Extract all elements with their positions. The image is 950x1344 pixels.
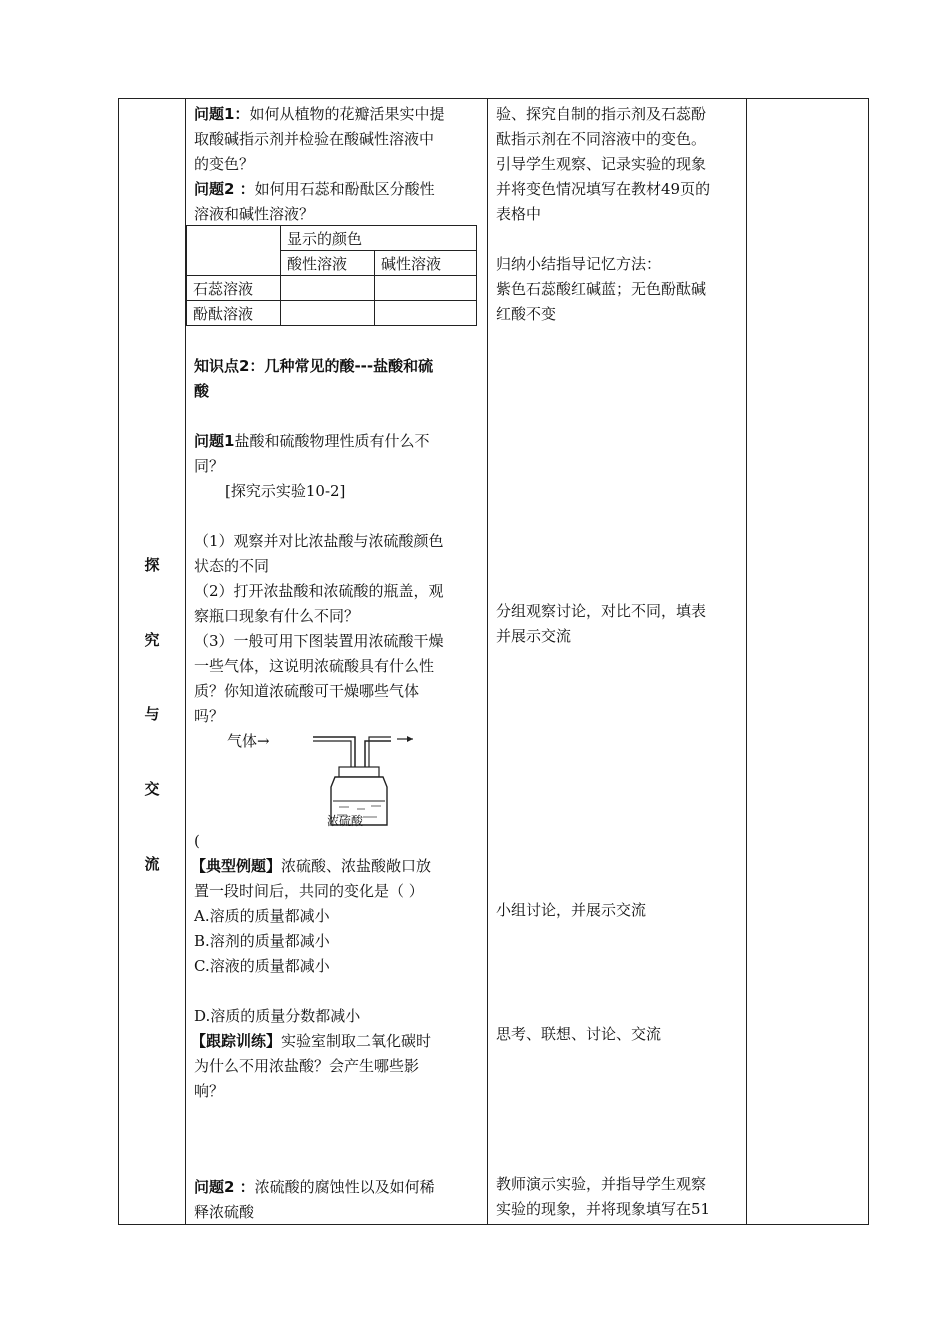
activity-text: 酞指示剂在不同溶液中的变色。 (496, 130, 707, 148)
gas-label: 气体→ (227, 732, 270, 750)
question-text: 取酸碱指示剂并检验在酸碱性溶液中 (194, 130, 435, 148)
section-label-char: 流 (144, 855, 160, 873)
content-column (185, 99, 487, 1224)
question-text: 的变色？ (194, 155, 255, 173)
activity-text: 实验的现象，并将现象填写在51 (496, 1200, 711, 1218)
question-text: 盐酸和硫酸物理性质有什么不 (234, 432, 430, 450)
activities-column (487, 99, 746, 1224)
section-label-column (119, 99, 185, 1224)
activity-text: 并将变色情况填写在教材49页的 (496, 180, 711, 198)
activity-text: 分组观察讨论，对比不同，填表 (496, 602, 707, 620)
question-text: 如何从植物的花瓣活果实中提 (249, 105, 445, 123)
section-label-char: 究 (144, 631, 160, 649)
table-corner-cell (187, 226, 281, 276)
question-2 (194, 177, 435, 202)
question-label: 问题2 ： (194, 180, 255, 198)
question-3 (194, 429, 429, 454)
step-text: 质？你知道浓硫酸可干燥哪些气体 (194, 682, 420, 700)
activity-text: 教师演示实验，并指导学生观察 (496, 1175, 707, 1193)
example-problem (191, 854, 431, 879)
section-label-char: 探 (144, 556, 160, 574)
step-text: 吗？ (194, 707, 225, 725)
activity-text: 引导学生观察、记录实验的现象 (496, 155, 707, 173)
step-text: （1）观察并对比浓盐酸与浓硫酸颜色 (194, 532, 444, 550)
gas-washing-bottle-diagram (215, 729, 415, 839)
stray-parenthesis: ( (194, 832, 200, 850)
step-text: （3）一般可用下图装置用浓硫酸干燥 (194, 632, 444, 650)
activity-text: 归纳小结指导记忆方法： (496, 255, 662, 273)
activity-text: 表格中 (496, 205, 542, 223)
question-1 (194, 102, 444, 127)
experiment-label: [探究示实验10-2] (225, 482, 346, 500)
step-text: 察瓶口现象有什么不同？ (194, 607, 360, 625)
activity-text: 思考、联想、讨论、交流 (496, 1025, 662, 1043)
table-cell (375, 301, 477, 326)
acid-label: 浓硫酸 (327, 814, 364, 828)
exercise-label: 【跟踪训练】 (191, 1032, 282, 1050)
table-cell (281, 276, 375, 301)
question-label: 问题2 ： (194, 1178, 255, 1196)
step-text: 状态的不同 (194, 557, 270, 575)
section-label-char: 与 (144, 705, 160, 723)
table-cell (375, 276, 477, 301)
activity-text: 验、探究自制的指示剂及石蕊酚 (496, 105, 707, 123)
option-b: B.溶剂的质量都减小 (194, 932, 330, 950)
exercise-text: 响？ (194, 1082, 225, 1100)
table-header: 显示的颜色 (281, 226, 477, 251)
section-label-char: 交 (144, 780, 160, 798)
question-text: 溶液和碱性溶液？ (194, 205, 315, 223)
question-text: 如何用石蕊和酚酞区分酸性 (254, 180, 435, 198)
table-column-header: 碱性溶液 (375, 251, 477, 276)
lesson-table (118, 98, 869, 1225)
example-text: 置一段时间后，共同的变化是（ ） (194, 882, 424, 900)
table-column-header: 酸性溶液 (281, 251, 375, 276)
question-label: 问题1： (194, 105, 250, 123)
table-row-header: 石蕊溶液 (187, 276, 281, 301)
indicator-color-table (186, 225, 477, 326)
example-label: 【典型例题】 (191, 857, 282, 875)
activity-text: 小组讨论，并展示交流 (496, 901, 647, 919)
notes-column (746, 99, 868, 1224)
activity-text: 红酸不变 (496, 305, 557, 323)
question-text: 同？ (194, 457, 225, 475)
exercise-text: 为什么不用浓盐酸？会产生哪些影 (194, 1057, 420, 1075)
tracking-exercise (191, 1029, 431, 1054)
question-4 (194, 1175, 435, 1200)
step-text: （2）打开浓盐酸和浓硫酸的瓶盖，观 (194, 582, 444, 600)
example-text: 浓硫酸、浓盐酸敞口放 (281, 857, 432, 875)
question-label: 问题1 (194, 432, 235, 450)
option-d: D.溶质的质量分数都减小 (194, 1007, 361, 1025)
exercise-text: 实验室制取二氧化碳时 (281, 1032, 432, 1050)
question-text: 浓硫酸的腐蚀性以及如何稀 (254, 1178, 435, 1196)
activity-text: 并展示交流 (496, 627, 572, 645)
knowledge-point-heading: 知识点2：几种常见的酸---盐酸和硫 (194, 357, 434, 375)
activity-text: 紫色石蕊酸红碱蓝；无色酚酞碱 (496, 280, 707, 298)
step-text: 一些气体，这说明浓硫酸具有什么性 (194, 657, 435, 675)
table-row-header: 酚酞溶液 (187, 301, 281, 326)
option-c: C.溶液的质量都减小 (194, 957, 330, 975)
option-a: A.溶质的质量都减小 (194, 907, 330, 925)
table-cell (281, 301, 375, 326)
question-text: 释浓硫酸 (194, 1203, 255, 1221)
knowledge-point-heading: 酸 (194, 382, 210, 400)
